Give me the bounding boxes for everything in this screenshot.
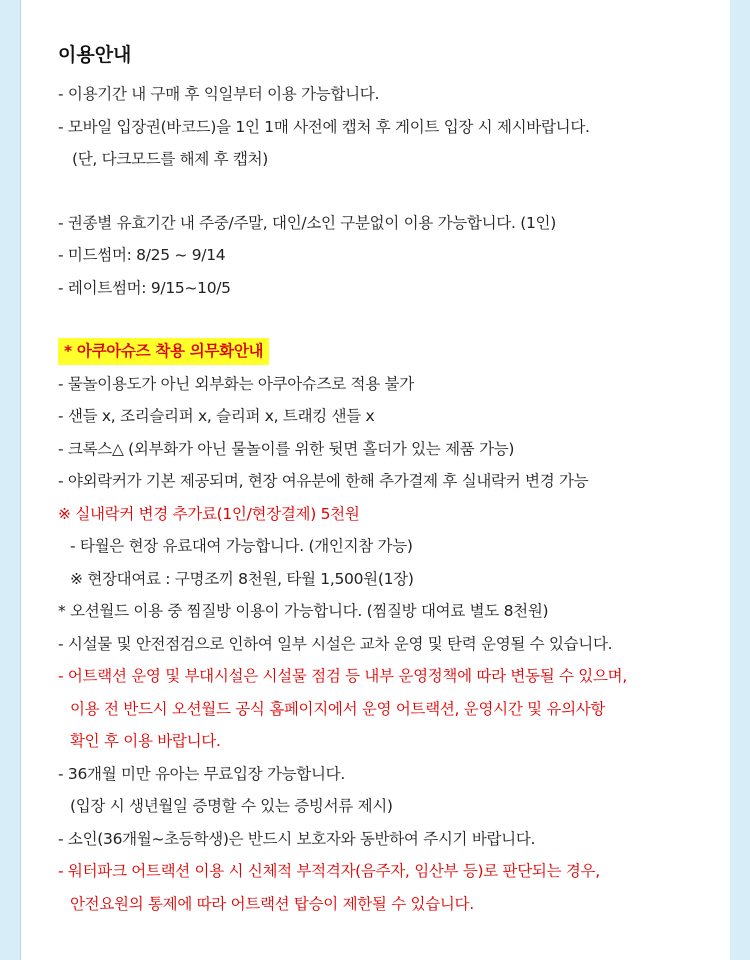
safety-notice: - 워터파크 어트랙션 이용 시 신체적 부적격자(음주자, 임산부 등)로 판단되는 경우, — [58, 862, 600, 880]
text-line: * 오션월드 이용 중 찜질방 이용이 가능합니다. (찜질방 대여료 별도 8천원) — [58, 602, 549, 620]
page-title: 이용안내 — [58, 44, 132, 66]
usage-guide — [58, 40, 708, 920]
text-line: - 권종별 유효기간 내 주중/주말, 대인/소인 구분없이 이용 가능합니다. (1인) — [58, 213, 556, 232]
spacer — [58, 304, 708, 335]
text-line: ※ 현장대여료 : 구명조끼 8천원, 타월 1,500원(1장) — [70, 569, 414, 588]
text-line: - 레이트썸머: 9/15~10/5 — [58, 278, 231, 297]
text-line: (단, 다크모드를 해제 후 캡처) — [72, 150, 269, 168]
text-line: - 야외락커가 기본 제공되며, 현장 여유분에 한해 추가결제 후 실내락커 변경 가능 — [58, 472, 589, 490]
aqua-shoes-heading-row — [58, 335, 708, 368]
text-line: - 36개월 미만 유아는 무료입장 가능합니다. — [58, 764, 345, 783]
attraction-notice: 확인 후 이용 바랍니다. — [70, 732, 221, 750]
text-line: - 소인(36개월~초등학생)은 반드시 보호자와 동반하여 주시기 바랍니다. — [58, 829, 536, 848]
left-frame-rule — [0, 0, 21, 960]
aqua-shoes-heading: * 아쿠아슈즈 착용 의무화안내 — [58, 338, 269, 365]
text-line: - 크록스△ (외부화가 아닌 물놀이를 위한 뒷면 홀더가 있는 제품 가능) — [58, 439, 515, 458]
text-line: (입장 시 생년월일 증명할 수 있는 증빙서류 제시) — [70, 797, 393, 815]
safety-notice: 안전요원의 통제에 따라 어트랙션 탑승이 제한될 수 있습니다. — [70, 894, 474, 913]
text-line: - 샌들 x, 조리슬리퍼 x, 슬리퍼 x, 트래킹 샌들 x — [58, 407, 375, 425]
text-line: - 타월은 현장 유료대여 가능합니다. (개인지참 가능) — [70, 537, 413, 555]
right-frame-border — [730, 0, 750, 960]
attraction-notice: 이용 전 반드시 오션월드 공식 홈페이지에서 운영 어트랙션, 운영시간 및 유의사항 — [70, 699, 606, 718]
text-line: - 시설물 및 안전점검으로 인하여 일부 시설은 교차 운영 및 탄력 운영될 수 있습니다. — [58, 634, 613, 653]
attraction-notice: - 어트랙션 운영 및 부대시설은 시설물 점검 등 내부 운영정책에 따라 변동될 수 있으며, — [58, 667, 627, 685]
text-line: - 모바일 입장권(바코드)을 1인 1매 사전에 캡처 후 게이트 입장 시 제시바랍니다. — [58, 117, 590, 136]
spacer — [58, 176, 708, 207]
text-line: - 이용기간 내 구매 후 익일부터 이용 가능합니다. — [58, 85, 380, 103]
text-line: - 미드썸머: 8/25 ~ 9/14 — [58, 246, 226, 264]
text-line: - 물놀이용도가 아닌 외부화는 아쿠아슈즈로 적용 불가 — [58, 374, 414, 393]
locker-fee-notice: ※ 실내락커 변경 추가료(1인/현장결제) 5천원 — [58, 504, 360, 523]
